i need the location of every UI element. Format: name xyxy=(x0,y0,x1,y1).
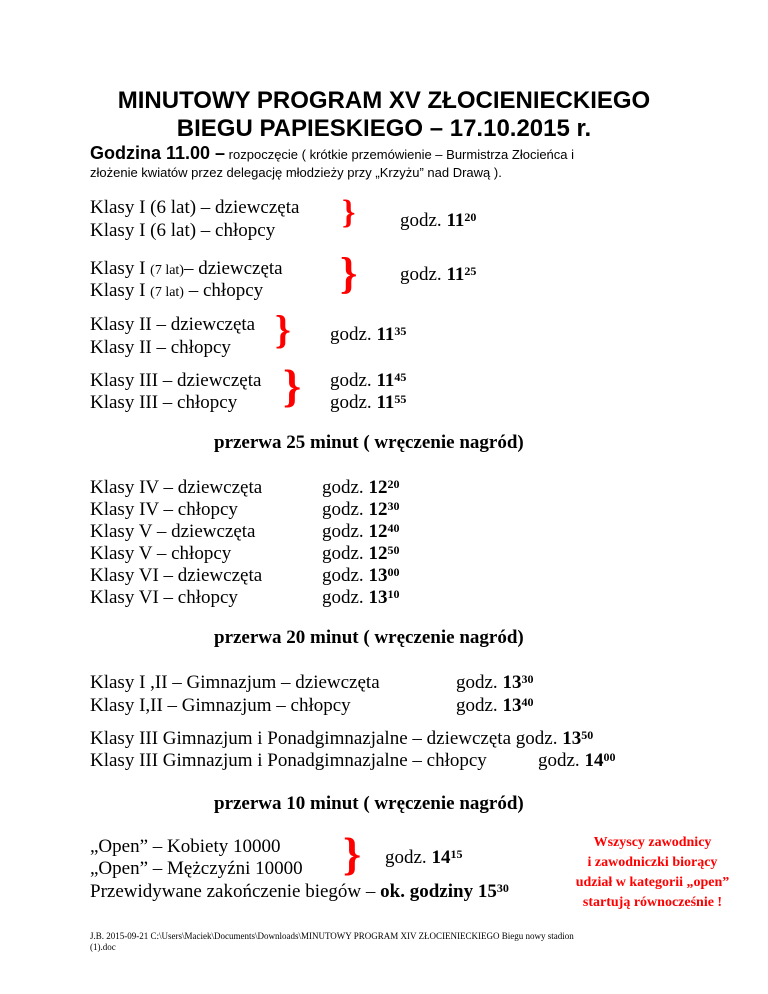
open-line2: „Open” – Mężczyźni 10000 xyxy=(90,858,303,879)
time-hour: 12 xyxy=(368,521,388,542)
end-text: Przewidywane zakończenie biegów – xyxy=(90,881,381,902)
group2-time xyxy=(400,263,476,287)
time-min: 30 xyxy=(521,672,534,686)
intro-line1 xyxy=(90,143,574,165)
time-prefix: godz. xyxy=(322,521,364,542)
end-bold: ok. godziny 15 xyxy=(380,881,497,902)
time-prefix: godz. xyxy=(322,499,364,520)
gim-label-1: Klasy I,II – Gimnazjum – chłopcy xyxy=(90,695,351,716)
time-prefix: godz. xyxy=(322,477,364,498)
group3-time xyxy=(330,323,406,347)
open-end-line xyxy=(90,880,509,904)
time-min: 20 xyxy=(464,210,477,224)
footer-line1: J.B. 2015-09-21 C:\Users\Maciek\Documents\Downloads\MINUTOWY PROGRAM XIV ZŁOCIENIECKIEGO Biegu nowy stadion xyxy=(90,931,574,941)
time-min: 15 xyxy=(450,847,463,861)
group1-time xyxy=(400,209,476,233)
older-label-1: Klasy IV – chłopcy xyxy=(90,499,238,520)
pause-1: przerwa 25 minut ( wręczenie nagród) xyxy=(214,432,524,453)
time-min: 25 xyxy=(464,264,477,278)
time-prefix: godz. xyxy=(330,324,372,345)
older-label-0: Klasy IV – dziewczęta xyxy=(90,477,263,498)
older-time-0 xyxy=(322,476,399,500)
group2-l1c: – dziewczęta xyxy=(183,258,283,279)
time-prefix: godz. xyxy=(322,565,364,586)
pause-2: przerwa 20 minut ( wręczenie nagród) xyxy=(214,627,524,648)
open-line1: „Open” – Kobiety 10000 xyxy=(90,836,281,857)
time-prefix: godz. xyxy=(330,370,372,391)
time-prefix: godz. xyxy=(456,672,498,693)
open-brace: } xyxy=(343,828,362,879)
time-min: 40 xyxy=(387,521,400,535)
page-title-line2: BIEGU PAPIESKIEGO – 17.10.2015 r. xyxy=(176,115,592,142)
time-min: 00 xyxy=(603,750,616,764)
group2-l1a: Klasy I xyxy=(90,258,151,279)
older-time-5 xyxy=(322,586,399,610)
time-hour: 14 xyxy=(431,847,451,868)
group4-time2 xyxy=(330,391,406,415)
group4-line1: Klasy III – dziewczęta xyxy=(90,370,262,391)
intro-godzina: Godzina 11.00 – xyxy=(90,143,226,163)
group3-brace: } xyxy=(275,307,291,352)
intro-line2: złożenie kwiatów przez delegację młodzieży przy „Krzyżu” nad Drawą ). xyxy=(90,165,502,180)
time-min: 55 xyxy=(394,392,407,406)
pause-3: przerwa 10 minut ( wręczenie nagród) xyxy=(214,793,524,814)
gim3-line-0 xyxy=(90,727,593,751)
group2-l1b: (7 lat) xyxy=(150,263,184,278)
time-prefix: godz. xyxy=(385,847,427,868)
intro-text: rozpoczęcie ( krótkie przemówienie – Burmistrza Złocieńca i xyxy=(225,147,575,162)
time-hour: 13 xyxy=(502,695,522,716)
time-hour: 14 xyxy=(584,750,604,771)
time-hour: 13 xyxy=(562,728,582,749)
time-min: 35 xyxy=(394,324,407,338)
older-label-3: Klasy V – chłopcy xyxy=(90,543,232,564)
group1-line1: Klasy I (6 lat) – dziewczęta xyxy=(90,197,300,218)
group3-line2: Klasy II – chłopcy xyxy=(90,337,231,358)
gim3-label-1: Klasy III Gimnazjum i Ponadgimnazjalne – chłopcy xyxy=(90,750,487,771)
time-min: 45 xyxy=(394,370,407,384)
time-prefix: godz. xyxy=(456,695,498,716)
time-min: 30 xyxy=(387,499,400,513)
group4-brace: } xyxy=(283,360,302,411)
older-time-1 xyxy=(322,498,399,522)
group1-line2: Klasy I (6 lat) – chłopcy xyxy=(90,220,276,241)
time-hour: 11 xyxy=(376,370,395,391)
time-prefix: godz. xyxy=(322,587,364,608)
group2-brace: } xyxy=(340,249,358,298)
time-prefix: godz. xyxy=(400,264,442,285)
time-min: 50 xyxy=(387,543,400,557)
time-hour: 12 xyxy=(368,543,388,564)
gim-time-1 xyxy=(456,694,533,718)
older-time-2 xyxy=(322,520,399,544)
footer-line2: (1).doc xyxy=(90,942,116,952)
gim-time-0 xyxy=(456,671,533,695)
note-line1: Wszyscy zawodnicy xyxy=(593,835,712,850)
time-min: 40 xyxy=(521,695,534,709)
group2-l2a: Klasy I xyxy=(90,280,151,301)
group4-time1 xyxy=(330,369,406,393)
group2-l2c: – chłopcy xyxy=(183,280,264,301)
older-label-4: Klasy VI – dziewczęta xyxy=(90,565,263,586)
time-hour: 11 xyxy=(376,392,395,413)
older-time-4 xyxy=(322,564,399,588)
time-hour: 13 xyxy=(368,565,388,586)
time-min: 00 xyxy=(387,565,400,579)
time-prefix: godz. xyxy=(400,210,442,231)
time-hour: 11 xyxy=(446,210,465,231)
time-hour: 11 xyxy=(446,264,465,285)
time-prefix: godz. xyxy=(322,543,364,564)
open-time xyxy=(385,846,462,870)
note-line4: startują równocześnie ! xyxy=(582,895,723,910)
time-min: 30 xyxy=(496,881,509,895)
time-prefix: godz. xyxy=(330,392,372,413)
gim-label-0: Klasy I ,II – Gimnazjum – dziewczęta xyxy=(90,672,380,693)
time-hour: 12 xyxy=(368,477,388,498)
older-label-2: Klasy V – dziewczęta xyxy=(90,521,256,542)
older-time-3 xyxy=(322,542,399,566)
time-hour: 13 xyxy=(368,587,388,608)
gim3-label-0: Klasy III Gimnazjum i Ponadgimnazjalne – dziewczęta godz. xyxy=(90,728,563,749)
group3-line1: Klasy II – dziewczęta xyxy=(90,314,256,335)
group2-l2b: (7 lat) xyxy=(150,285,184,300)
note-line3: udział w kategorii „open” xyxy=(575,875,730,890)
time-hour: 12 xyxy=(368,499,388,520)
time-min: 50 xyxy=(581,728,594,742)
group4-line2: Klasy III – chłopcy xyxy=(90,392,238,413)
time-min: 10 xyxy=(387,587,400,601)
group2-line2 xyxy=(90,279,263,305)
time-min: 20 xyxy=(387,477,400,491)
group1-brace: } xyxy=(342,194,356,231)
open-note xyxy=(545,833,760,913)
time-hour: 13 xyxy=(502,672,522,693)
page-title-line1: MINUTOWY PROGRAM XV ZŁOCIENIECKIEGO xyxy=(117,87,651,114)
time-hour: 11 xyxy=(376,324,395,345)
older-label-5: Klasy VI – chłopcy xyxy=(90,587,238,608)
gim3-time-1 xyxy=(538,749,615,773)
time-prefix: godz. xyxy=(538,750,580,771)
note-line2: i zawodniczki biorący xyxy=(587,855,718,870)
